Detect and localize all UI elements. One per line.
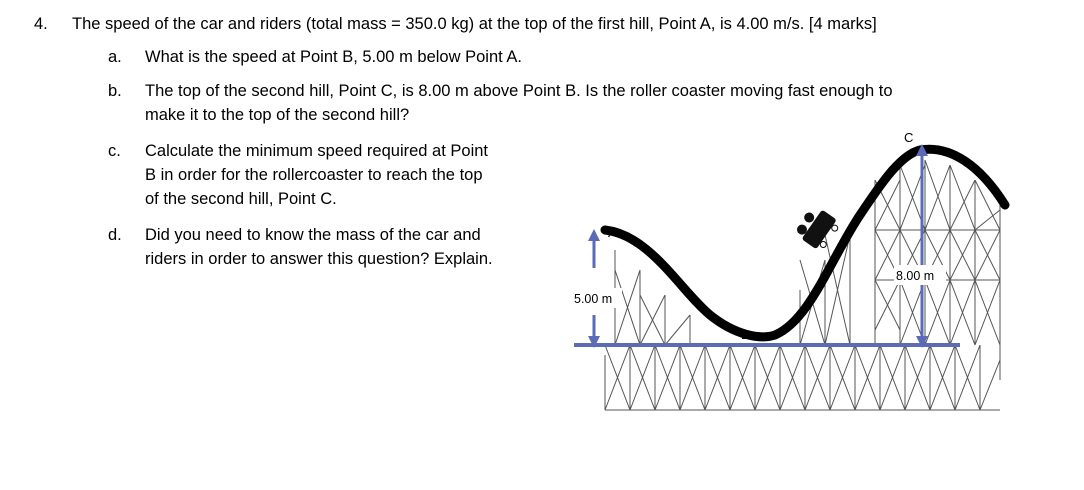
point-c-label: C [904,130,914,145]
point-a-label: A [608,225,617,240]
coaster-car-icon [792,203,841,253]
part-b-letter: b. [108,82,122,100]
part-d-text-line1: Did you need to know the mass of the car and [145,226,481,244]
part-b-text-line1: The top of the second hill, Point C, is 8.00 m above Point B. Is the roller coaster moving fast enough to [145,82,893,100]
height-ab-label: 5.00 m [574,292,613,306]
part-c-text-line1: Calculate the minimum speed required at Point [145,142,489,160]
part-a-text: What is the speed at Point B, 5.00 m below Point A. [145,48,522,66]
part-a-letter: a. [108,48,122,66]
part-d-letter: d. [108,226,122,244]
height-bc-label: 8.00 m [896,269,935,283]
part-c-text-line3: of the second hill, Point C. [145,190,337,208]
question-stem: The speed of the car and riders (total mass = 350.0 kg) at the top of the first hill, Point A, is 4.00 m/s. [4 marks] [72,15,877,33]
part-d-text-line2: riders in order to answer this question? Explain. [145,250,493,268]
part-c-text-line2: B in order for the rollercoaster to reach the top [145,166,483,184]
part-c-letter: c. [108,142,121,160]
point-b-label: B [741,327,750,342]
part-b-text-line2: make it to the top of the second hill? [145,106,410,124]
roller-coaster-diagram [560,120,1010,420]
question-number: 4. [34,15,48,33]
